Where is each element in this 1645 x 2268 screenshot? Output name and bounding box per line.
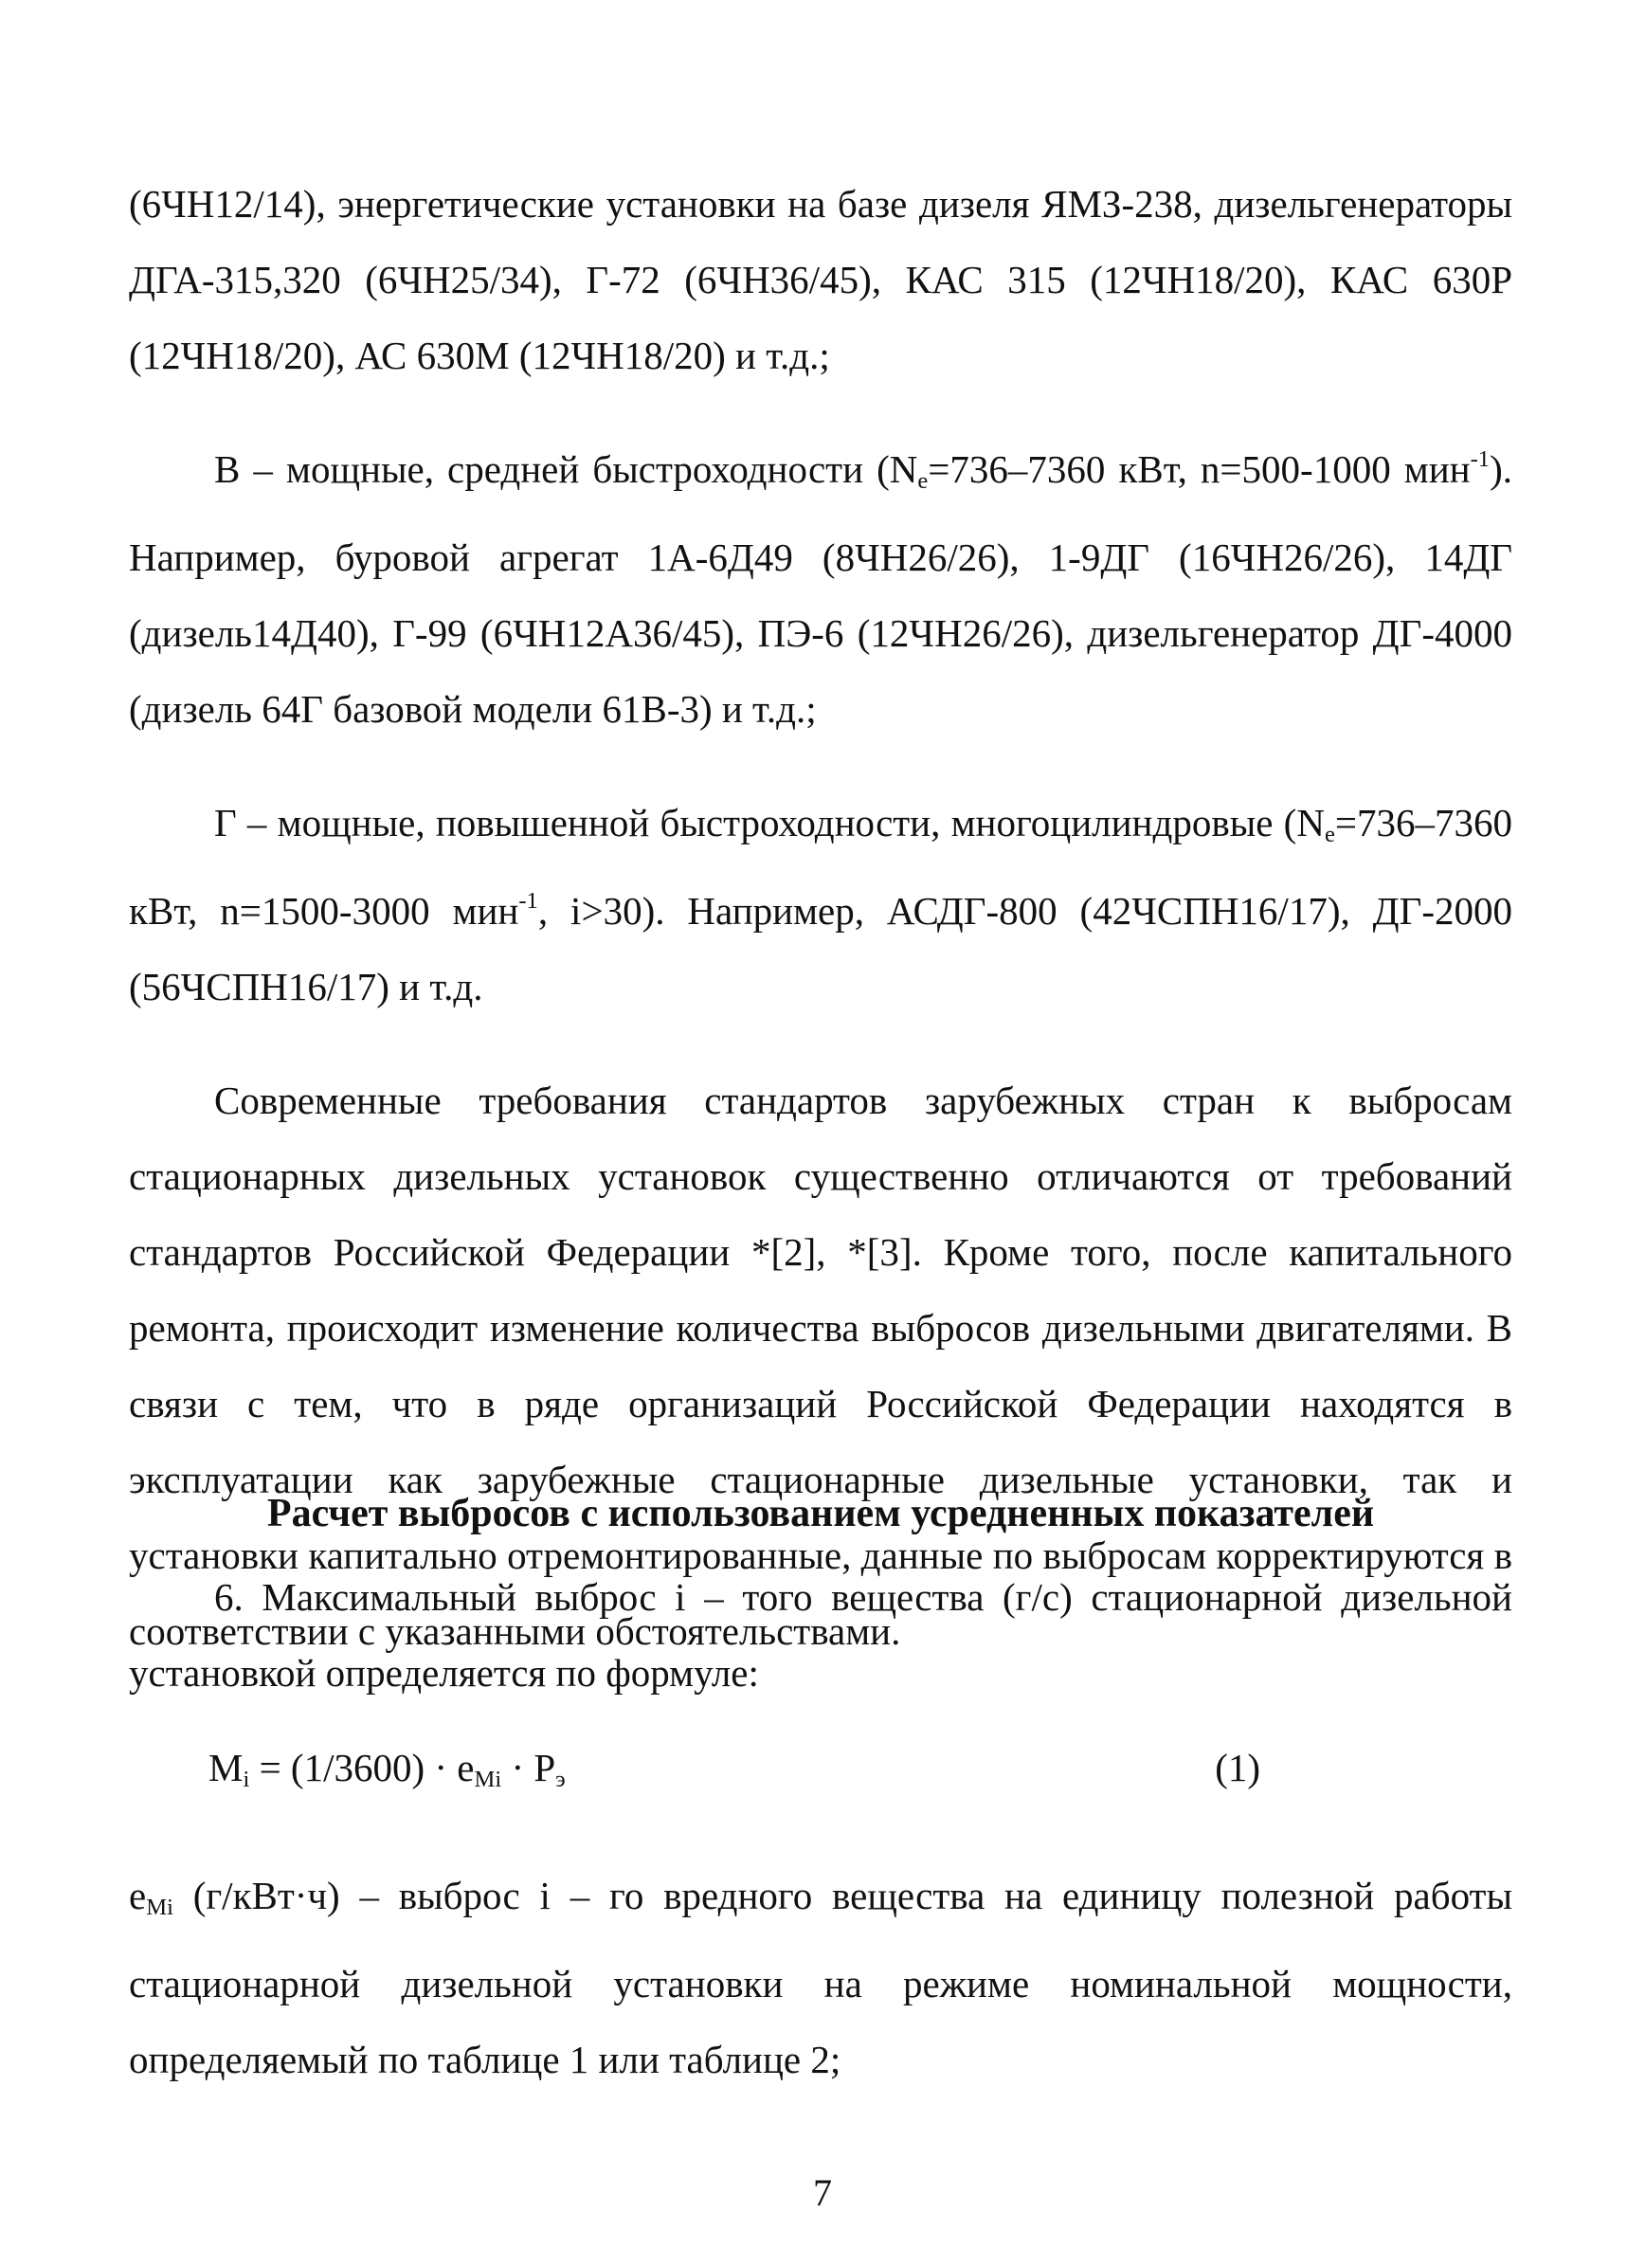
text-run: =736–7360 кВт, n=500-1000 мин — [928, 447, 1471, 491]
section-6-text — [129, 1559, 1512, 1711]
text-run: , i>30). Например, АСДГ-800 (42ЧСПН16/17), ДГ-2000 (56ЧСПН16/17) и т.д. — [129, 889, 1512, 1009]
paragraph-category-v — [129, 431, 1512, 747]
text-run: ). Например, буровой агрегат 1А-6Д49 (8ЧН26/26), 1-9ДГ (16ЧН26/26), 14ДГ (дизель14Д40), Г-99 (6ЧН12А36/45), ПЭ-6 (12ЧН26/26), дизельгенератор ДГ-4000 (дизель 64Г базовой модели 61В-3) и т.д.; — [129, 447, 1513, 732]
superscript: -1 — [1470, 445, 1491, 472]
body-text — [129, 166, 1512, 1669]
definition-text — [129, 1858, 1512, 2097]
subscript: e — [1324, 822, 1335, 848]
formula-symbol: M — [208, 1746, 244, 1789]
formula-part: · P — [501, 1746, 556, 1789]
formula-number: (1) — [1215, 1746, 1260, 1789]
subscript: Mi — [146, 1895, 173, 1921]
formula-expression — [208, 1739, 566, 1808]
page-number: 7 — [813, 2171, 832, 2214]
text-run: Г – мощные, повышенной быстроходности, многоцилиндровые (N — [214, 801, 1325, 845]
subscript: Mi — [474, 1767, 502, 1793]
formula-symbol: e — [129, 1874, 147, 1917]
text-run: В – мощные, средней быстроходности (N — [214, 447, 918, 491]
subscript: э — [555, 1767, 566, 1793]
section-heading: Расчет выбросов с использованием усредненных показателей — [266, 1492, 1375, 1535]
formula-part: = (1/3600) · e — [249, 1746, 475, 1789]
subscript: i — [243, 1767, 250, 1793]
paragraph-category-g — [129, 785, 1512, 1025]
paragraph-section-6: 6. Максимальный выброс i – того вещества (г/с) стационарной дизельной установкой определяется по формуле: — [129, 1575, 1512, 1695]
paragraph-standards: Современные требования стандартов зарубежных стран к выбросам стационарных дизельных установок существенно отличаются от требований стандартов Российской Федерации *[2], *[3]. Кроме того, после капитального ремонта, происходит изменение количества выбросов дизельными двигателями. В связи с тем, что в ряде организаций Российской Федерации находятся в эксплуатации как зарубежные стационарные дизельные установки, так и установки капитально отремонтированные, данные по выбросам корректируются в соответствии с указанными обстоятельствами. — [129, 1079, 1512, 1654]
text-run: =736–7360 кВт, n=1500-3000 мин — [129, 801, 1512, 934]
text-run: (г/кВт·ч) – выброс i – го вредного вещества на единицу полезной работы стационарной дизельной установки на режиме номинальной мощности, определяемый по таблице 1 или таблице 2; — [129, 1874, 1512, 2082]
superscript: -1 — [518, 888, 538, 915]
paragraph-definition — [129, 1858, 1512, 2097]
paragraph-continuation: (6ЧН12/14), энергетические установки на базе дизеля ЯМЗ-238, дизельгенераторы ДГА-315,320 (6ЧН25/34), Г-72 (6ЧН36/45), КАС 315 (12ЧН18/20), КАС 630Р (12ЧН18/20), АС 630М (12ЧН18/20) и т.д.; — [129, 182, 1512, 377]
subscript: e — [917, 468, 929, 495]
